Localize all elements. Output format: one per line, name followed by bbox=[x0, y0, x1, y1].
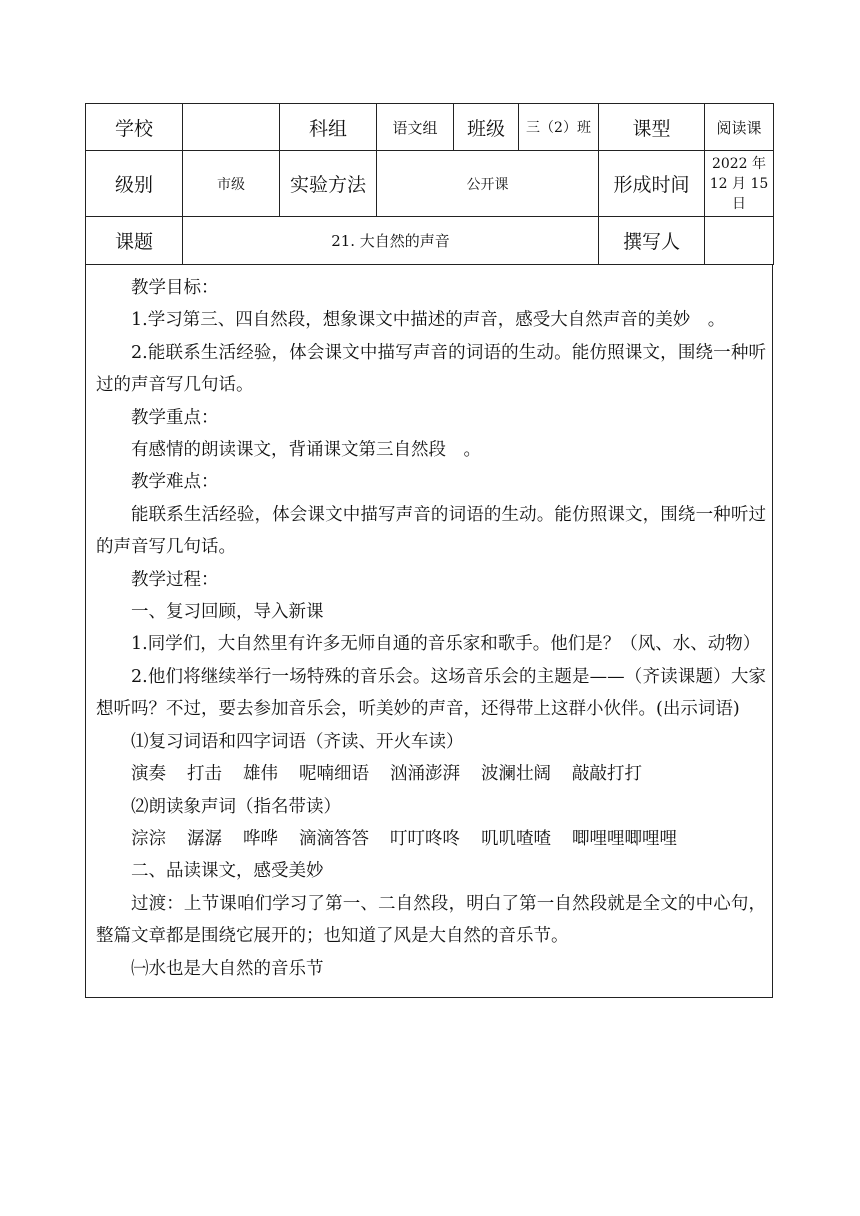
class-label: 班级 bbox=[454, 104, 519, 151]
key-points: 有感情的朗读课文，背诵课文第三自然段 。 bbox=[131, 440, 481, 461]
step-2: 2.他们将继续举行一场特殊的音乐会。这场音乐会的主题是——（齐读课题）大家想听吗？不过，要去参加音乐会，听美妙的声音，还得带上这群小伙伴。(出示词语) bbox=[96, 666, 766, 720]
formed-value bbox=[705, 151, 774, 217]
onomatopoeia-list bbox=[86, 823, 772, 855]
method-label: 实验方法 bbox=[280, 151, 377, 217]
section-1-heading: 一、复习回顾，导入新课 bbox=[131, 602, 324, 623]
process-heading: 教学过程： bbox=[131, 569, 219, 590]
word-item: 唧哩哩唧哩哩 bbox=[572, 828, 677, 849]
group-label: 科组 bbox=[280, 104, 377, 151]
word-item: 潺潺 bbox=[187, 828, 222, 849]
lesson-content bbox=[85, 265, 773, 998]
formed-label: 形成时间 bbox=[599, 151, 705, 217]
word-item: 敲敲打打 bbox=[572, 764, 642, 785]
word-item: 哗哗 bbox=[243, 828, 278, 849]
method-value: 公开课 bbox=[377, 151, 599, 217]
word-item: 叮叮咚咚 bbox=[390, 828, 460, 849]
level-value: 市级 bbox=[183, 151, 280, 217]
word-item: 滴滴答答 bbox=[299, 828, 369, 849]
section-2-heading: 二、品读课文，感受美妙 bbox=[131, 861, 324, 882]
header-row-3 bbox=[86, 217, 774, 265]
lesson-plan-sheet bbox=[85, 103, 773, 998]
word-item: 淙淙 bbox=[131, 828, 166, 849]
formed-value-line3: 日 bbox=[732, 195, 746, 212]
objectives-heading: 教学目标： bbox=[131, 278, 219, 298]
word-item: 演奏 bbox=[131, 764, 166, 785]
step-1: 1.同学们，大自然里有许多无师自通的音乐家和歌手。他们是？（风、水、动物） bbox=[131, 634, 761, 655]
topic-value: 21. 大自然的声音 bbox=[183, 217, 599, 265]
word-item: 打击 bbox=[187, 764, 222, 785]
subsection-1-heading: ㈠水也是大自然的音乐节 bbox=[131, 958, 324, 979]
lesson-type-value: 阅读课 bbox=[705, 104, 774, 151]
level-label: 级别 bbox=[86, 151, 183, 217]
word-item: 叽叽喳喳 bbox=[481, 828, 551, 849]
formed-value-line1: 2022 年 bbox=[711, 155, 767, 172]
objective-1: 1.学习第三、四自然段，想象课文中描述的声音，感受大自然声音的美妙 。 bbox=[131, 310, 726, 331]
school-label: 学校 bbox=[86, 104, 183, 151]
topic-label: 课题 bbox=[86, 217, 183, 265]
onomatopoeia-heading: ⑵朗读象声词（指名带读） bbox=[131, 796, 341, 817]
review-words-list bbox=[86, 758, 772, 790]
lesson-type-label: 课型 bbox=[599, 104, 705, 151]
author-value bbox=[705, 217, 774, 265]
difficulties: 能联系生活经验，体会课文中描写声音的词语的生动。能仿照课文，围绕一种听过的声音写几句话。 bbox=[96, 504, 766, 558]
group-value: 语文组 bbox=[377, 104, 454, 151]
class-value: 三（2）班 bbox=[519, 104, 599, 151]
author-label: 撰写人 bbox=[599, 217, 705, 265]
difficulties-heading: 教学难点： bbox=[131, 472, 219, 493]
word-item: 汹涌澎湃 bbox=[390, 764, 460, 785]
objective-2: 2.能联系生活经验，体会课文中描写声音的词语的生动。能仿照课文，围绕一种听过的声音写几句话。 bbox=[96, 342, 766, 396]
transition-text: 过渡：上节课咱们学习了第一、二自然段，明白了第一自然段就是全文的中心句，整篇文章都是围绕它展开的；也知道了风是大自然的音乐节。 bbox=[96, 893, 766, 947]
word-item: 波澜壮阔 bbox=[481, 764, 551, 785]
word-item: 雄伟 bbox=[243, 764, 278, 785]
header-table bbox=[85, 103, 774, 265]
word-item: 呢喃细语 bbox=[299, 764, 369, 785]
formed-value-line2: 12 月 15 bbox=[709, 175, 769, 192]
review-words-heading: ⑴复习词语和四字词语（齐读、开火车读） bbox=[131, 731, 464, 752]
header-row-2 bbox=[86, 151, 774, 217]
school-value bbox=[183, 104, 280, 151]
key-points-heading: 教学重点： bbox=[131, 407, 219, 428]
header-row-1 bbox=[86, 104, 774, 151]
